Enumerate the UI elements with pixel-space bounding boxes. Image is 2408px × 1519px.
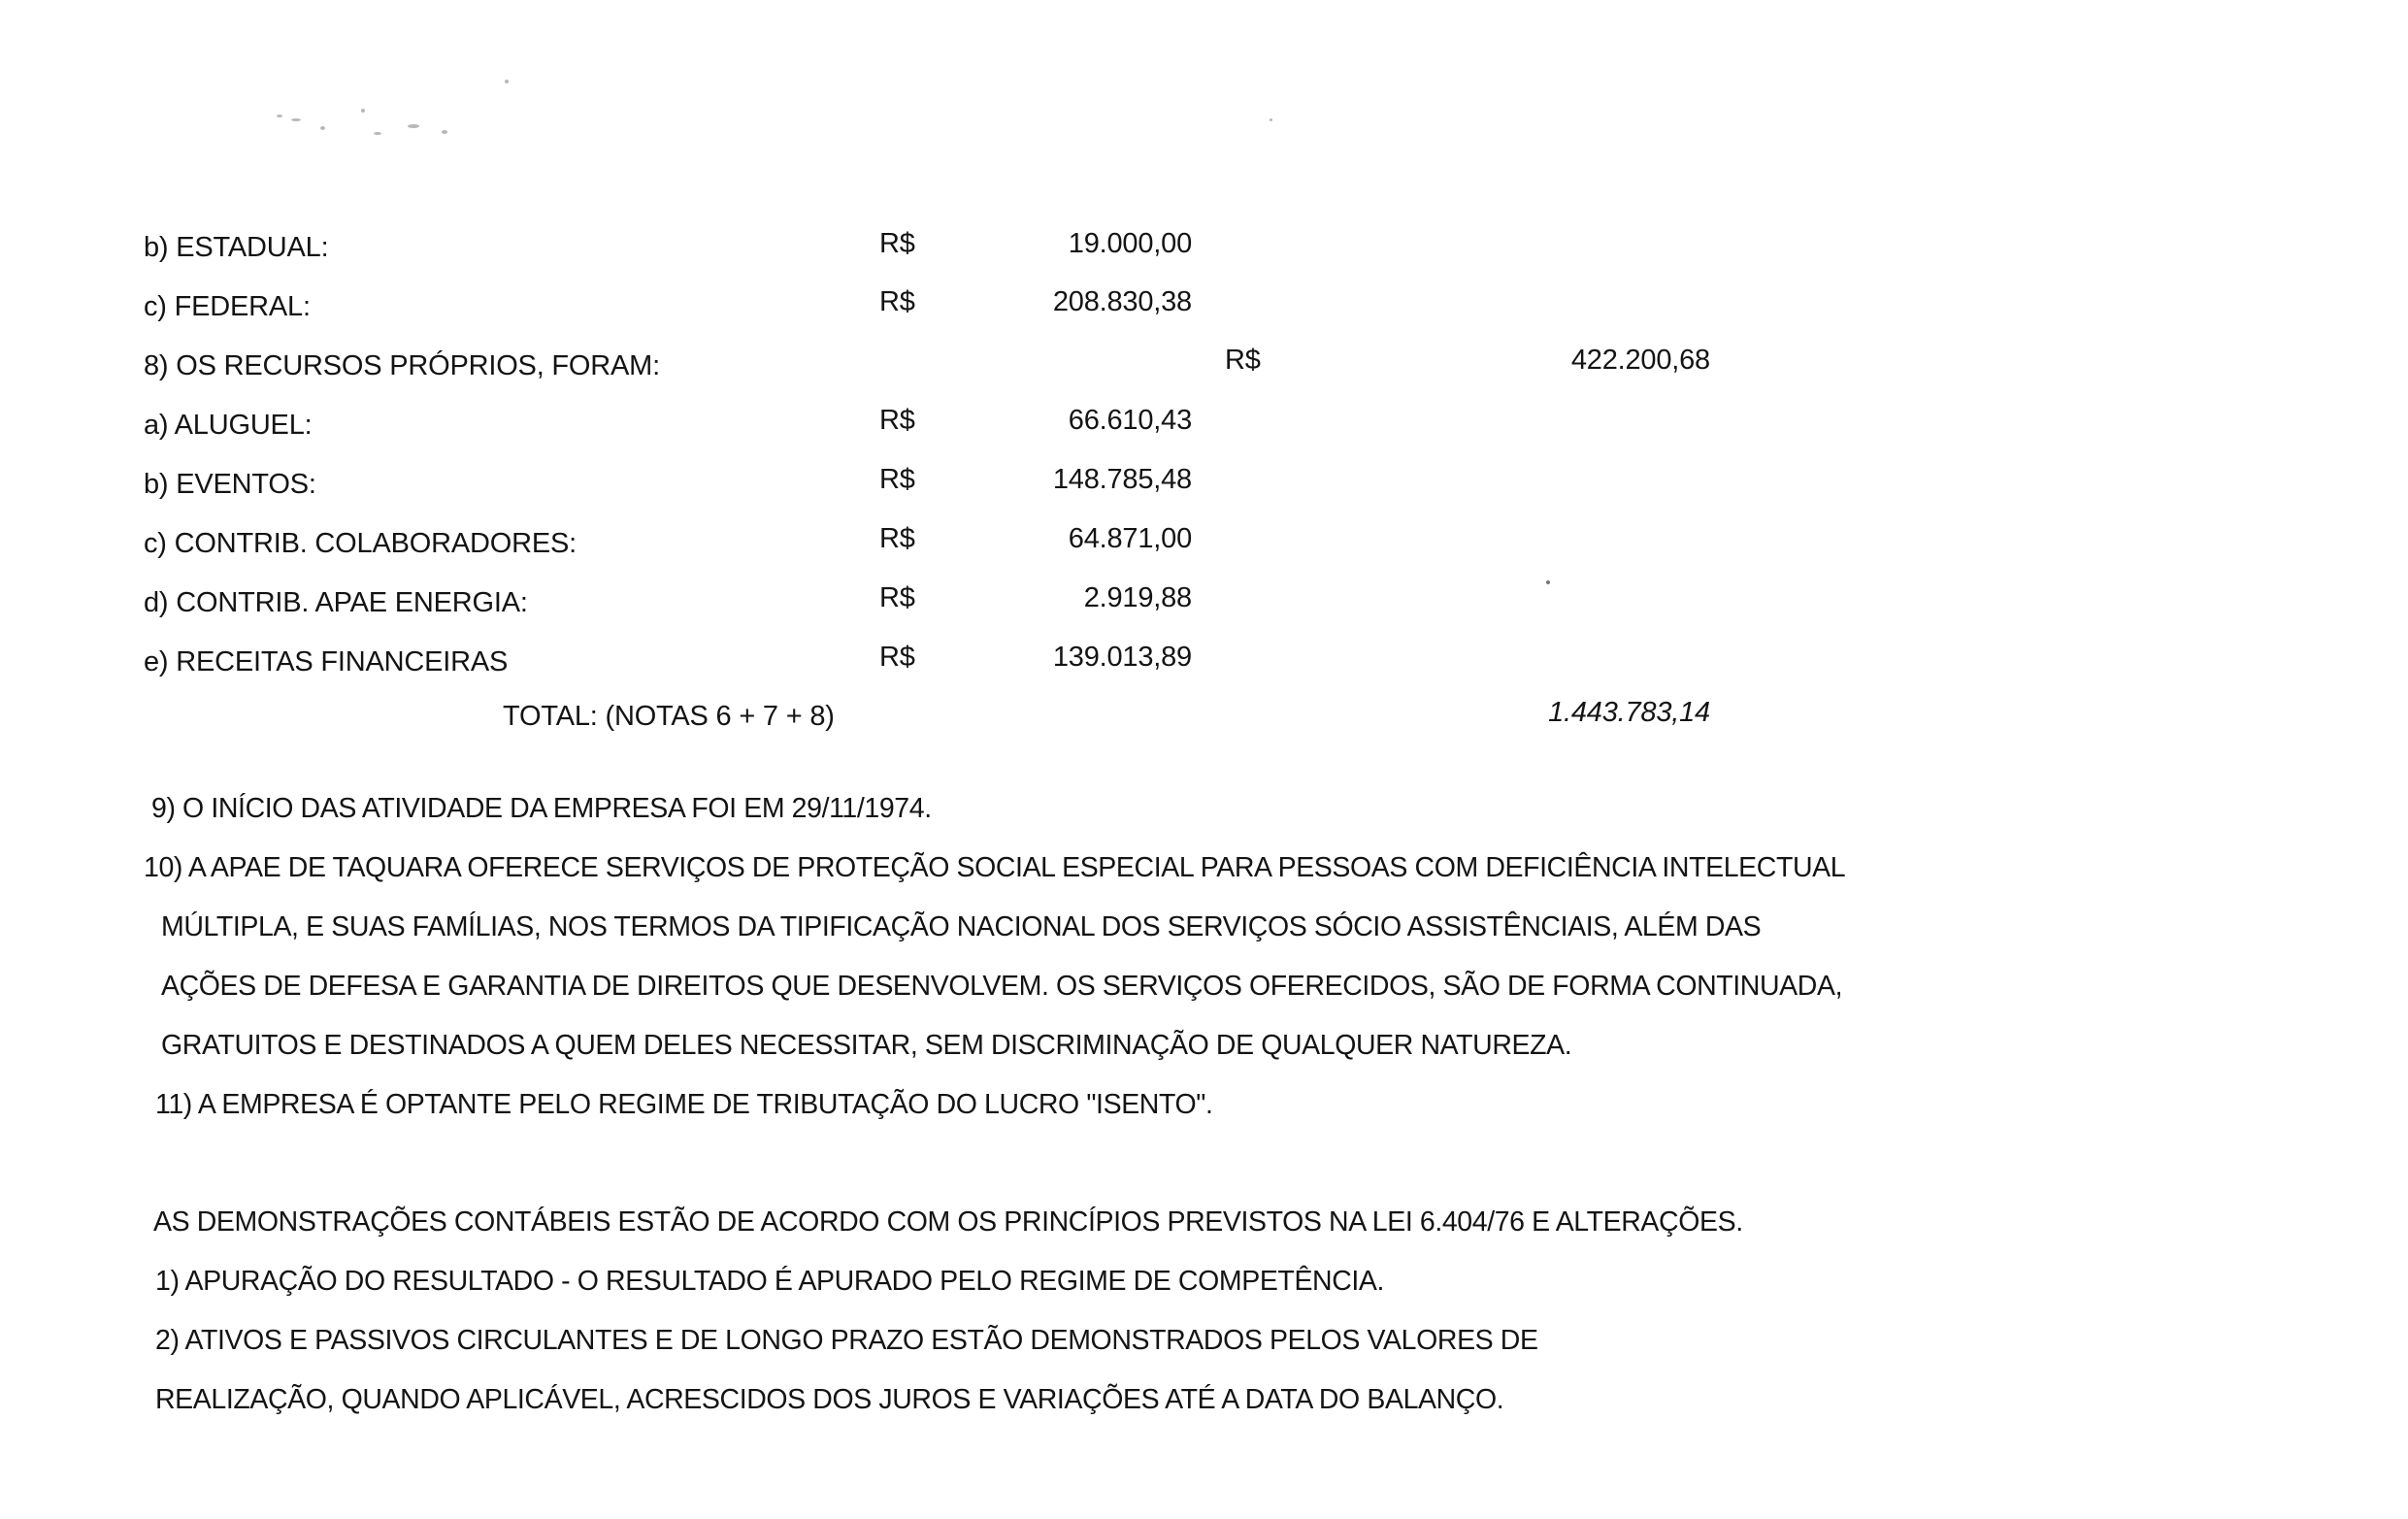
row-label: c) FEDERAL: bbox=[144, 291, 311, 322]
row-value: 148.785,48 bbox=[1052, 464, 1192, 495]
row-currency: R$ bbox=[879, 523, 915, 554]
row-label: 8) OS RECURSOS PRÓPRIOS, FORAM: bbox=[144, 350, 660, 381]
row-label: e) RECEITAS FINANCEIRAS bbox=[144, 646, 509, 677]
row-currency: R$ bbox=[879, 582, 915, 613]
principle-1: 1) APURAÇÃO DO RESULTADO - O RESULTADO É APURADO PELO REGIME DE COMPETÊNCIA. bbox=[155, 1266, 1385, 1297]
row-label: c) CONTRIB. COLABORADORES: bbox=[144, 528, 577, 559]
row-label: a) ALUGUEL: bbox=[144, 410, 313, 441]
row-value: 64.871,00 bbox=[1068, 523, 1192, 554]
principles-intro: AS DEMONSTRAÇÕES CONTÁBEIS ESTÃO DE ACORDO COM OS PRINCÍPIOS PREVISTOS NA LEI 6.404/76 E ALTERAÇÕES. bbox=[153, 1206, 1743, 1238]
row-currency: R$ bbox=[879, 464, 915, 495]
row-value: 139.013,89 bbox=[1052, 642, 1192, 673]
scan-speck bbox=[374, 132, 381, 135]
scan-speck bbox=[1546, 580, 1550, 584]
row-currency: R$ bbox=[879, 405, 915, 436]
scan-speck bbox=[320, 126, 325, 130]
total-label: TOTAL: (NOTAS 6 + 7 + 8) bbox=[503, 701, 835, 732]
note-10-line-1: 10) A APAE DE TAQUARA OFERECE SERVIÇOS DE PROTEÇÃO SOCIAL ESPECIAL PARA PESSOAS COM DEFICIÊNCIA INTELECTUAL bbox=[144, 852, 1846, 883]
row-value: 66.610,43 bbox=[1068, 405, 1192, 436]
row-label: b) EVENTOS: bbox=[144, 469, 316, 500]
scan-speck bbox=[291, 118, 301, 121]
note-10-line-3: AÇÕES DE DEFESA E GARANTIA DE DIREITOS QUE DESENVOLVEM. OS SERVIÇOS OFERECIDOS, SÃO DE FORMA CONTINUADA, bbox=[161, 971, 1843, 1002]
total-value: 1.443.783,14 bbox=[1548, 697, 1710, 728]
row-currency: R$ bbox=[1225, 345, 1261, 376]
row-value: 19.000,00 bbox=[1068, 228, 1192, 259]
note-10-line-2: MÚLTIPLA, E SUAS FAMÍLIAS, NOS TERMOS DA TIPIFICAÇÃO NACIONAL DOS SERVIÇOS SÓCIO ASSISTÊNCIAIS, ALÉM DAS bbox=[161, 911, 1762, 942]
note-9: 9) O INÍCIO DAS ATIVIDADE DA EMPRESA FOI EM 29/11/1974. bbox=[151, 793, 932, 824]
scan-speck bbox=[277, 115, 282, 117]
row-currency: R$ bbox=[879, 642, 915, 673]
note-11: 11) A EMPRESA É OPTANTE PELO REGIME DE TRIBUTAÇÃO DO LUCRO "ISENTO". bbox=[155, 1089, 1213, 1120]
row-label: b) ESTADUAL: bbox=[144, 232, 329, 263]
principle-2-line-2: REALIZAÇÃO, QUANDO APLICÁVEL, ACRESCIDOS DOS JUROS E VARIAÇÕES ATÉ A DATA DO BALANÇO. bbox=[155, 1384, 1504, 1415]
note-10-line-4: GRATUITOS E DESTINADOS A QUEM DELES NECESSITAR, SEM DISCRIMINAÇÃO DE QUALQUER NATUREZA. bbox=[161, 1030, 1572, 1061]
row-currency: R$ bbox=[879, 286, 915, 317]
row-value: 422.200,68 bbox=[1570, 345, 1710, 376]
scan-speck bbox=[408, 124, 419, 128]
scan-speck bbox=[1270, 118, 1272, 121]
scan-speck bbox=[505, 80, 509, 83]
scan-speck bbox=[361, 109, 365, 113]
row-label: d) CONTRIB. APAE ENERGIA: bbox=[144, 587, 528, 618]
row-value: 2.919,88 bbox=[1083, 582, 1192, 613]
scan-speck bbox=[442, 130, 447, 134]
row-currency: R$ bbox=[879, 228, 915, 259]
principle-2-line-1: 2) ATIVOS E PASSIVOS CIRCULANTES E DE LONGO PRAZO ESTÃO DEMONSTRADOS PELOS VALORES DE bbox=[155, 1325, 1538, 1356]
row-value: 208.830,38 bbox=[1052, 286, 1192, 317]
